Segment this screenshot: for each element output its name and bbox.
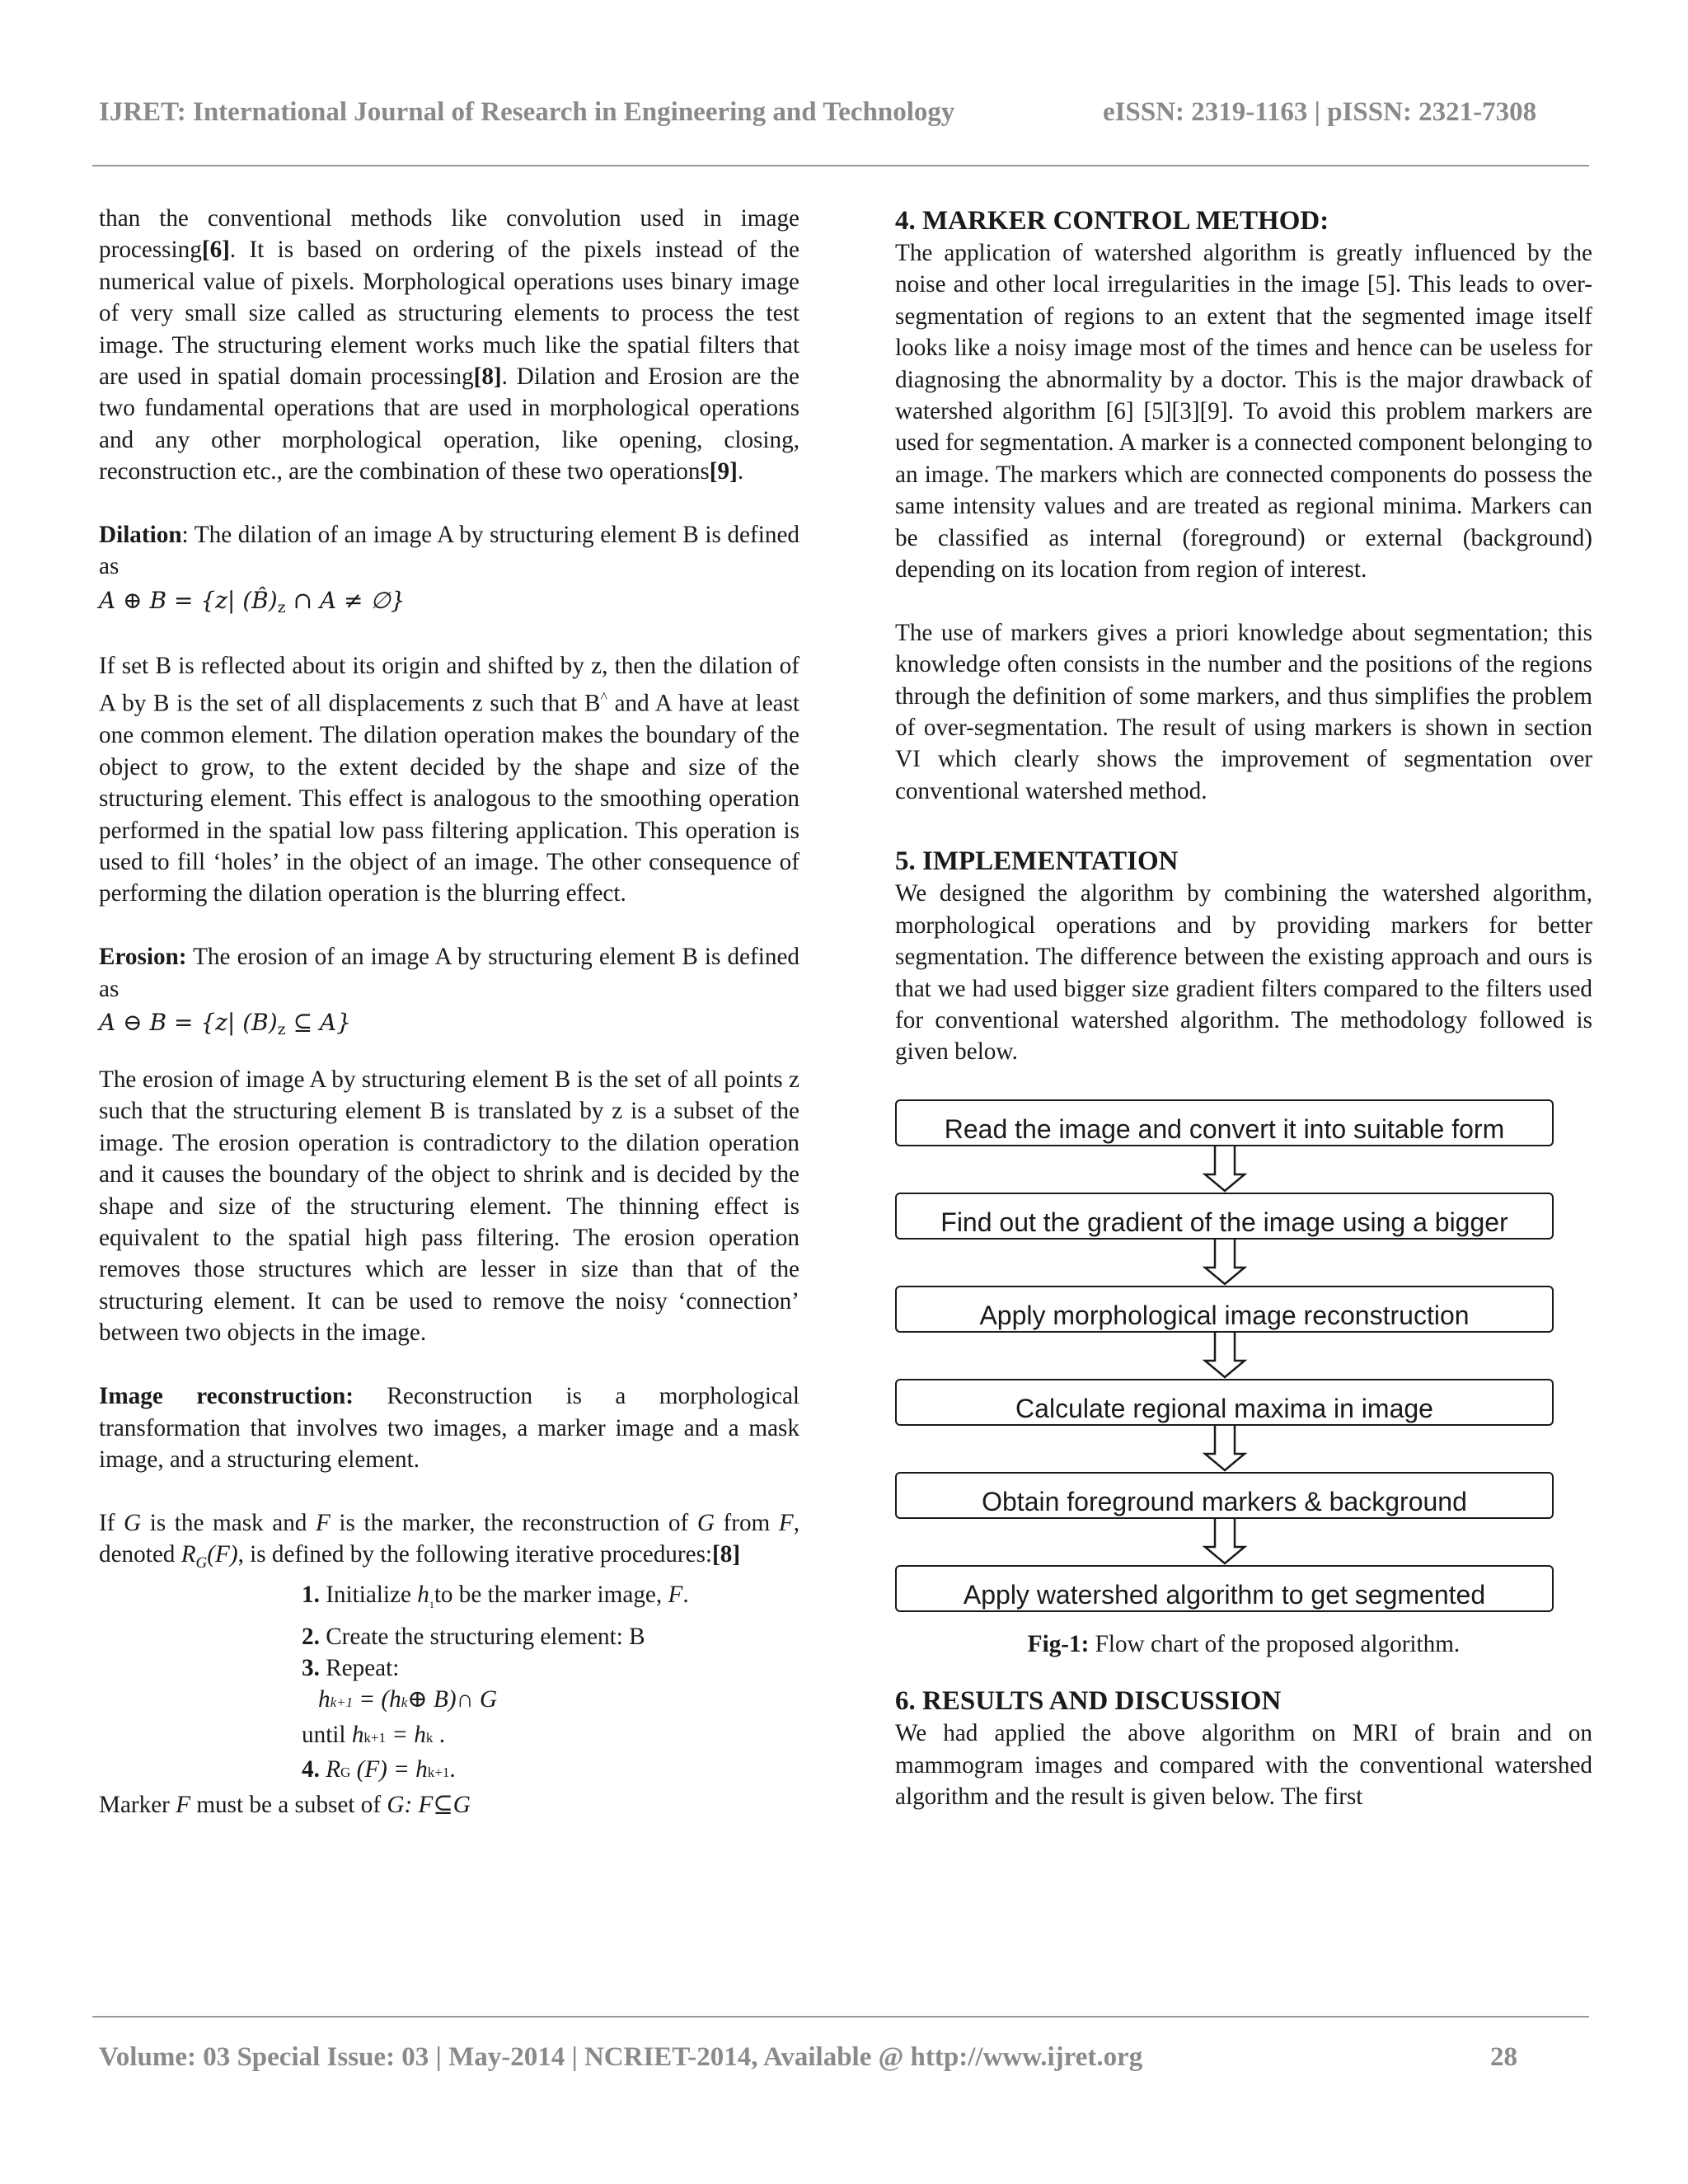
page-number: 28 xyxy=(1490,2042,1517,2072)
section-4-paragraph-2: The use of markers gives a priori knowledge about segmentation; this knowledge often consists in the number and the positions of the regions through the definition of some markers, and thus simplifies the problem of over-segmentation. The result of using markers is shown in section VI which clearly shows the improvement of segmentation over conventional watershed method. xyxy=(895,619,1592,804)
down-arrow-icon xyxy=(1200,1519,1250,1565)
down-arrow-icon xyxy=(1200,1146,1250,1193)
section-5-heading: 5. IMPLEMENTATION xyxy=(895,846,1179,877)
flowchart-step-5: Obtain foreground markers & background xyxy=(895,1472,1554,1519)
flowchart xyxy=(895,1099,1557,1617)
reconstruction-definition: Image reconstruction: Reconstruction is a morphological transformation that involves two images, a marker image and a mask image, and a structuring element. xyxy=(99,1383,800,1473)
footer-divider xyxy=(92,2016,1589,2018)
dilation-paragraph: If set B is reflected about its origin and shifted by z, then the dilation of A by B is the set of all displacements z such that B^ and A have at least one common element. The dilation operation makes the boundary of the object to grow, to the extent decided by the shape and size of the structuring element. This effect is analogous to the smoothing operation performed in the spatial low pass filtering application. This operation is used to fill ‘holes’ in the object of an image. The other consequence of performing the dilation operation is the blurring effect. xyxy=(99,652,799,907)
citation: [8] xyxy=(473,363,502,391)
section-5-paragraph: We designed the algorithm by combining the watershed algorithm, morphological operations and by providing markers for better segmentation. The difference between the existing approach and ours is that we had used bigger size gradient filters compared to the filters used for conventional watershed algorithm. The methodology followed is given below. xyxy=(895,880,1592,1066)
marker-subset-statement: Marker F must be a subset of G: F⊆G xyxy=(99,1791,471,1818)
figure-caption: Fig-1: Flow chart of the proposed algorithm. xyxy=(1027,1630,1461,1657)
step-4: 4. RG (F) = hk+1. xyxy=(302,1756,456,1783)
right-column xyxy=(895,204,1592,1812)
erosion-formula: A ⊖ B = {z| $(B)_z$ ⊆ A} xyxy=(99,1009,351,1039)
erosion-term: Erosion: xyxy=(99,944,187,971)
section-4-heading: 4. MARKER CONTROL METHOD: xyxy=(895,206,1329,236)
header-divider xyxy=(92,165,1589,166)
dilation-formula: A ⊕ B = {z| $(B̂)_z$ ∩ A ≠ ∅} xyxy=(99,586,406,616)
step-3: 3. Repeat: xyxy=(302,1654,400,1681)
flowchart-step-4: Calculate regional maxima in image xyxy=(895,1379,1554,1426)
section-4-paragraph-1: The application of watershed algorithm is greatly influenced by the noise and other local irregularities in the image [5]. This leads to over-segmentation of regions to an extent that the segmented image itself looks like a noisy image most of the times and hence can be useless for diagnosing the abnormality by a doctor. This is the major drawback of watershed algorithm [6] [5][3][9]. To avoid this problem markers are used for segmentation. A marker is a connected component belonging to an image. The markers which are connected components do possess the same intensity values and are treated as regional minima. Markers can be classified as internal (foreground) or external (background) depending on its location from region of interest. xyxy=(895,240,1592,583)
down-arrow-icon xyxy=(1200,1426,1250,1472)
iteration-equation: hk+1 = (hk⊕ B)∩ G xyxy=(318,1686,498,1713)
citation: [8] xyxy=(712,1541,741,1568)
citation: [9] xyxy=(709,458,738,485)
erosion-paragraph: The erosion of image A by structuring element B is the set of all points z such that the structuring element B is translated by z is a subset of the image. The erosion operation is contradictory to the dilation operation and it causes the boundary of the object to shrink and is decided by the shape and size of the structuring element. The thinning effect is equivalent to the spatial high pass filtering. The erosion operation removes those structures which are lesser in size than that of the structuring element. It can be used to remove the noisy ‘connection’ between two objects in the image. xyxy=(99,1066,799,1347)
flowchart-step-2: Find out the gradient of the image using a bigger xyxy=(895,1193,1554,1240)
reconstruction-paragraph: If G is the mask and F is the marker, the reconstruction of G from F, denoted $R_G(F)$, is defined by the following iterative procedures:[8] xyxy=(99,1509,799,1572)
issn-label: eISSN: 2319-1163 | pISSN: 2321-7308 xyxy=(1103,97,1537,127)
flowchart-step-1: Read the image and convert it into suitable form xyxy=(895,1099,1554,1146)
dilation-term: Dilation xyxy=(99,522,182,549)
reconstruction-term: Image reconstruction: xyxy=(99,1383,354,1410)
volume-info: Volume: 03 Special Issue: 03 | May-2014 | NCRIET-2014, Available @ http://www.ijret.org xyxy=(99,2042,1143,2072)
dilation-definition: Dilation: The dilation of an image A by structuring element B is defined as xyxy=(99,522,799,580)
left-column xyxy=(99,203,799,1821)
down-arrow-icon xyxy=(1200,1240,1250,1286)
section-6-heading: 6. RESULTS AND DISCUSSION xyxy=(895,1686,1282,1717)
until-condition: until hk+1 = hk . xyxy=(302,1721,445,1748)
section-6-paragraph: We had applied the above algorithm on MRI of brain and on mammogram images and compared with the conventional watershed algorithm and the result is given below. The first xyxy=(895,1720,1592,1810)
journal-title: IJRET: International Journal of Research in Engineering and Technology xyxy=(99,97,955,127)
down-arrow-icon xyxy=(1200,1333,1250,1379)
intro-paragraph: than the conventional methods like convolution used in image processing[6]. It is based on ordering of the pixels instead of the numerical value of pixels. Morphological operations uses binary image of very small size called as structuring elements to process the test image. The structuring element works much like the spatial filters that are used in spatial domain processing[8]. Dilation and Erosion are the two fundamental operations that are used in morphological operations and any other morphological operation, like opening, closing, reconstruction etc., are the combination of these two operations[9]. xyxy=(99,205,800,485)
flowchart-step-3: Apply morphological image reconstruction xyxy=(895,1286,1554,1333)
citation: [6] xyxy=(201,237,230,264)
flowchart-step-6: Apply watershed algorithm to get segmented xyxy=(895,1565,1554,1612)
step-1: 1. Initialize $h_1to$ be the marker image, F. xyxy=(302,1582,689,1611)
erosion-definition: Erosion: The erosion of an image A by structuring element B is defined as xyxy=(99,944,799,1002)
step-2: 2. Create the structuring element: B xyxy=(302,1623,645,1650)
